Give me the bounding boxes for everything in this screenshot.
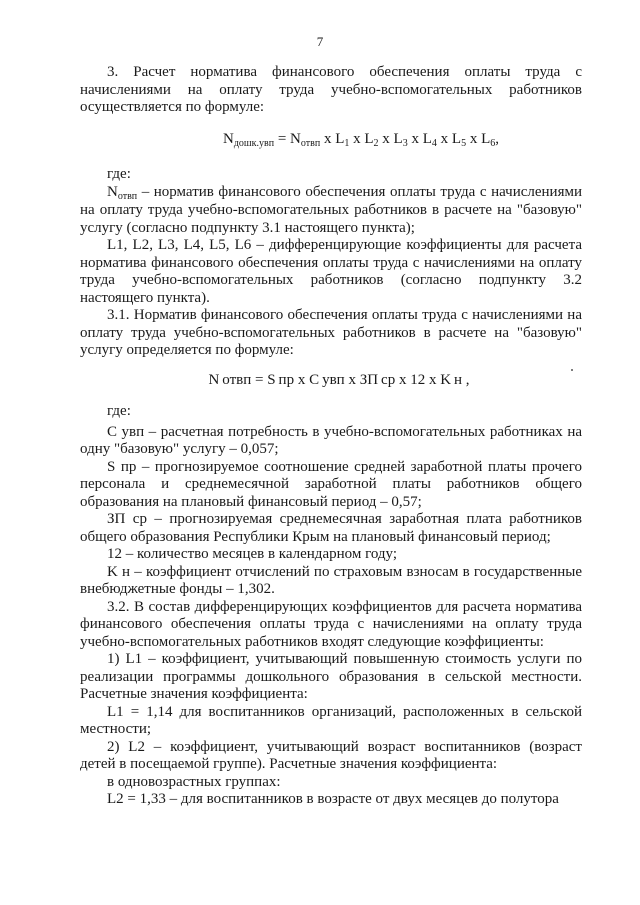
definition-12: 12 – количество месяцев в календарном году; [107, 546, 398, 562]
paragraph-3: 3. Расчет норматива финансового обеспечения оплаты труда с начислениями на оплату труда учебно-вспомогательных работников осуществляется по формуле: [80, 64, 582, 115]
paragraph-3-1: 3.1. Норматив финансового обеспечения оплаты труда с начислениями на оплату труда учебно-вспомогательных работников в расчете на "базовую" услугу определяется по формуле: [80, 307, 582, 358]
definition-zpsr: ЗП ср – прогнозируемая среднемесячная заработная плата работников общего образования Республики Крым на плановый финансовый период; [80, 511, 582, 545]
definition-coefficients: L1, L2, L3, L4, L5, L6 – дифференцирующие коэффициенты для расчета норматива финансового обеспечения оплаты труда с начислениями на оплату труда учебно-вспомогательных работников (согласно подпункту 3.2 настоящего пункта). [80, 237, 582, 306]
formula-ndoshk: $N_{дошк.увп} = N_{отвп}$ x $L_1$ x $L_2$ x $L_3$ x $L_4$ x $L_5$ x $L_6$, [223, 130, 499, 149]
where-label-2: где: [107, 403, 131, 419]
document-body [80, 64, 582, 809]
where-label-1: где: [107, 166, 131, 182]
definition-spr: S пр – прогнозируемое соотношение средней заработной платы прочего персонала и среднемесячной заработной платы работников общего образования на плановый финансовый период – 0,57; [80, 458, 582, 510]
coefficient-l2-value: L2 = 1,33 – для воспитанников в возрасте от двух месяцев до полутора [107, 791, 559, 807]
definition-cuvp: C увп – расчетная потребность в учебно-вспомогательных работниках на одну "базовую" услугу – 0,057; [80, 423, 582, 457]
coefficient-l1: 1) L1 – коэффициент, учитывающий повышенную стоимость услуги по реализации программы дошкольного образования в сельской местности. Расчетные значения коэффициента: [80, 651, 582, 702]
definition-notvp: $N_{отвп}$ – норматив финансового обеспечения оплаты труда с начислениями на оплату труда учебно-вспомогательных работников в расчете на "базовую" услугу (согласно подпункту 3.1 настоящего пункта); [80, 183, 582, 236]
coefficient-l1-value: L1 = 1,14 для воспитанников организаций, расположенных в сельской местности; [80, 703, 582, 737]
definition-kn: K н – коэффициент отчислений по страховым взносам в государственные внебюджетные фонды – 1,302. [80, 563, 582, 597]
paragraph-3-2: 3.2. В состав дифференцирующих коэффициентов для расчета норматива финансового обеспечения оплаты труда с начислениями на оплату труда учебно-вспомогательных работников входят следующие коэффициенты: [80, 598, 582, 650]
coefficient-l2: 2) L2 – коэффициент, учитывающий возраст воспитанников (возраст детей в посещаемой группе). Расчетные значения коэффициента: [80, 738, 582, 772]
page-number: 7 [316, 34, 324, 49]
coefficient-l2-groups: в одновозрастных группах: [107, 773, 281, 790]
formula-notvp: N отвп = S пр x C увп x ЗП ср x 12 x K н , [208, 371, 470, 388]
